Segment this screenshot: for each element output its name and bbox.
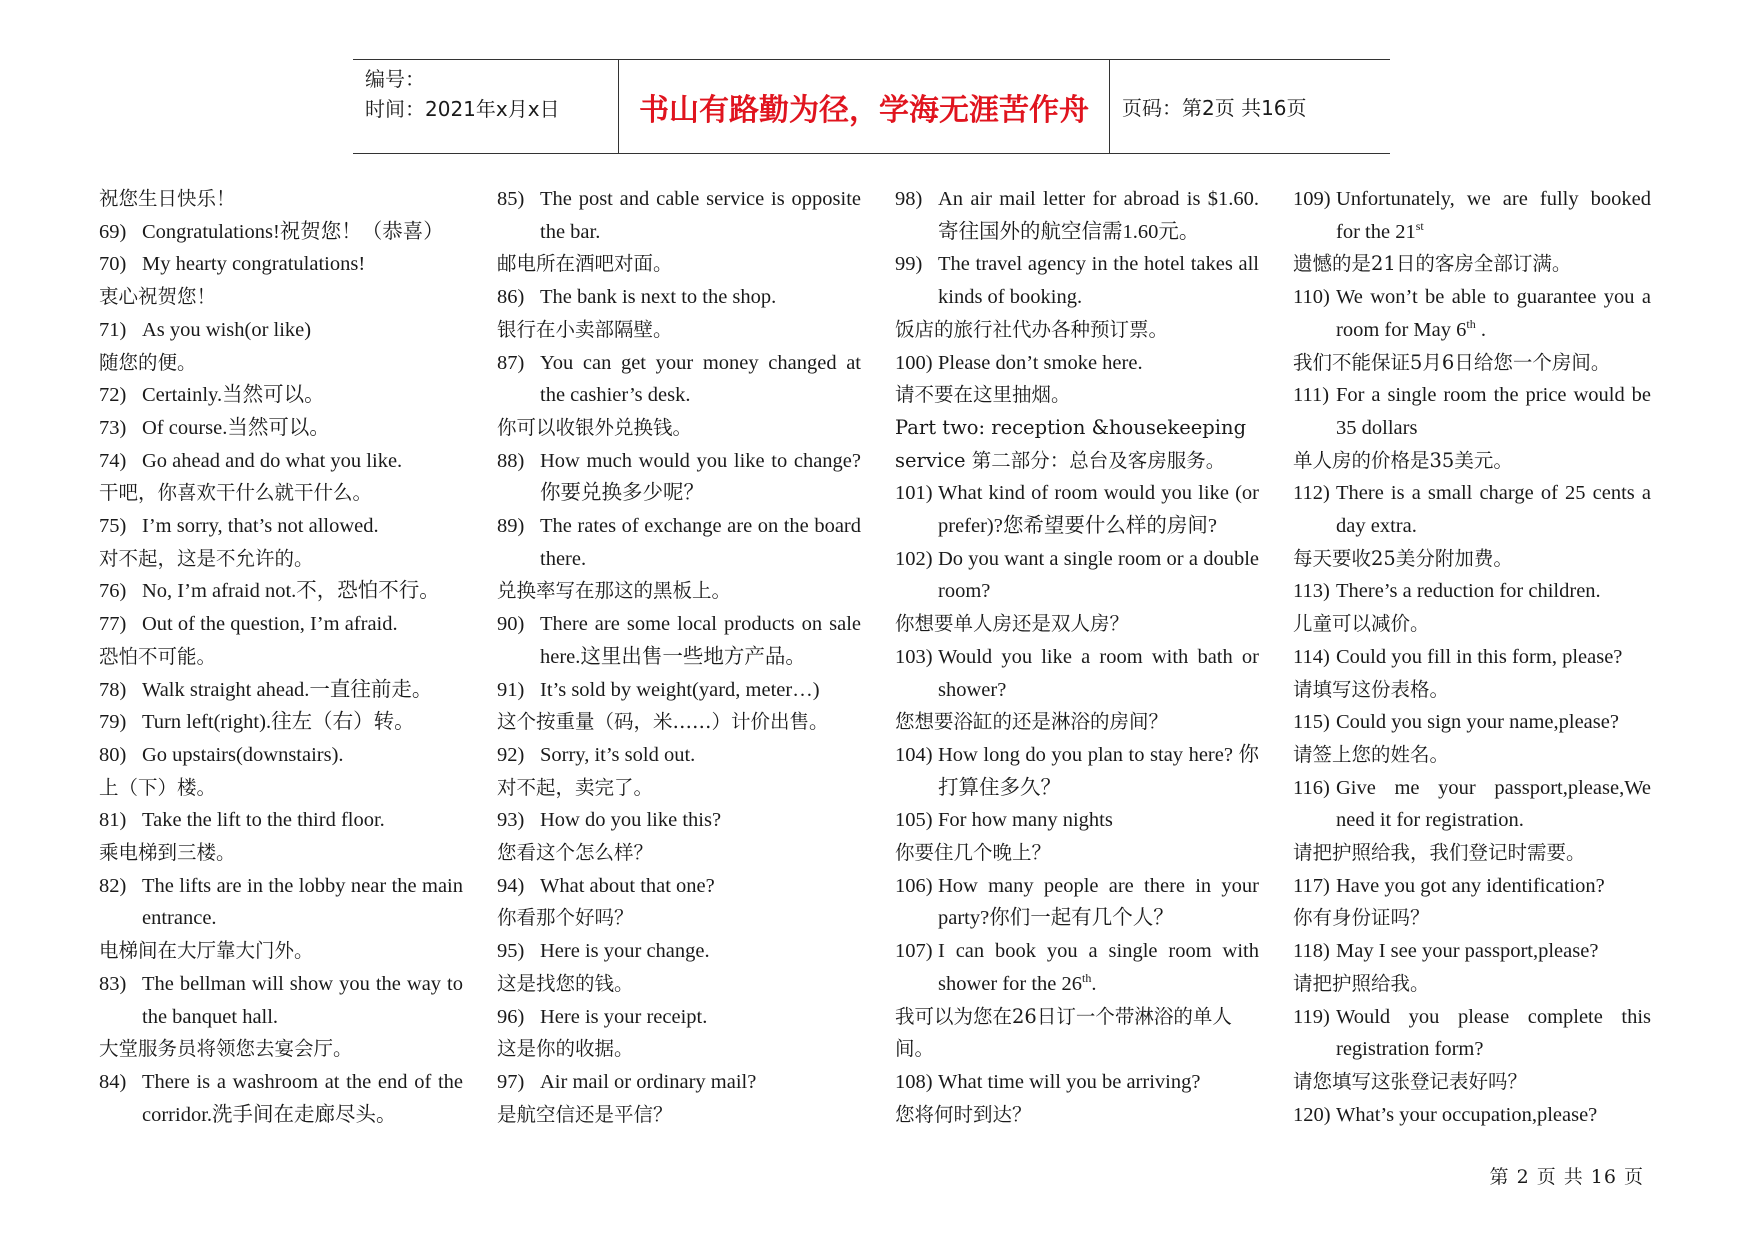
phrase-chinese: 随您的便。 <box>99 350 197 374</box>
phrase-number: 77) <box>99 613 127 636</box>
phrase-number: 106) <box>895 874 933 897</box>
phrase-chinese: 兑换率写在那这的黑板上。 <box>497 579 732 603</box>
header-motto: 书山有路勤为径，学海无涯苦作舟 <box>618 60 1110 153</box>
phrase-item <box>895 477 1259 542</box>
phrase-item <box>99 510 463 543</box>
phrase-english: As you wish(or like) <box>142 318 312 341</box>
phrase-english: Walk straight ahead.一直往前走。 <box>142 678 433 701</box>
phrase-item <box>1293 281 1651 346</box>
phrase-chinese: 您看这个怎么样？ <box>497 841 654 865</box>
phrase-chinese: 邮电所在酒吧对面。 <box>497 252 673 276</box>
phrase-chinese: 您将何时到达？ <box>895 1102 1032 1126</box>
phrase-number: 109) <box>1293 188 1331 210</box>
phrase-chinese: 遗憾的是21日的客房全部订满。 <box>1293 252 1572 276</box>
phrase-number: 70) <box>99 253 127 276</box>
phrase-english: There is a washroom at the end of the corridor.洗手间在走廊尽头。 <box>142 1070 463 1126</box>
header-info <box>353 60 618 153</box>
phrase-number: 83) <box>99 972 127 995</box>
phrase-number: 111) <box>1293 384 1330 407</box>
phrase-english: No, I’m afraid not.不，恐怕不行。 <box>142 580 440 603</box>
page-footer: 第 2 页 共 16 页 <box>1489 1166 1644 1188</box>
phrase-item <box>497 183 861 248</box>
column-2 <box>497 183 861 1131</box>
phrase-number: 94) <box>497 874 525 897</box>
date-label: 时间：2021年x月x日 <box>365 97 560 121</box>
header-page-info: 页码：第2页 共16页 <box>1122 96 1307 120</box>
phrase-item <box>99 674 463 707</box>
phrase-item <box>497 870 861 903</box>
phrase-chinese: 请把护照给我，我们登记时需要。 <box>1293 841 1586 865</box>
phrase-chinese: 大堂服务员将领您去宴会厅。 <box>99 1037 353 1061</box>
phrase-chinese: 是航空信还是平信？ <box>497 1102 673 1126</box>
phrase-item <box>1293 706 1651 739</box>
phrase-number: 84) <box>99 1070 127 1093</box>
phrase-number: 114) <box>1293 645 1330 668</box>
phrase-english: How much would you like to change?你要兑换多少呢？ <box>540 449 861 505</box>
phrase-item <box>1293 772 1651 837</box>
phrase-number: 103) <box>895 645 933 668</box>
phrase-item <box>99 804 463 837</box>
phrase-chinese: 这个按重量（码，米……）计价出售。 <box>497 710 829 734</box>
phrase-chinese: 你要住几个晚上？ <box>895 841 1052 865</box>
phrase-english: There are some local products on sale here.这里出售一些地方产品。 <box>540 613 861 668</box>
phrase-number: 79) <box>99 711 127 734</box>
phrase-english: May I see your passport,please? <box>1336 940 1599 963</box>
column-4 <box>1293 183 1651 1131</box>
phrase-english: How long do you plan to stay here? 你打算住多久？ <box>938 743 1259 799</box>
phrase-item <box>497 347 861 412</box>
phrase-item <box>1293 477 1651 542</box>
phrase-item <box>895 641 1259 706</box>
phrase-english: The rates of exchange are on the board there. <box>540 515 861 570</box>
phrase-english: Here is your change. <box>540 940 710 963</box>
phrase-english: We won’t be able to guarantee you a room for May 6th . <box>1336 286 1651 341</box>
phrase-item <box>895 183 1259 248</box>
phrase-english: Have you got any identification? <box>1336 874 1605 897</box>
phrase-item <box>895 248 1259 313</box>
phrase-number: 100) <box>895 351 933 374</box>
phrase-number: 95) <box>497 940 525 963</box>
phrase-english: Of course.当然可以。 <box>142 416 330 439</box>
phrase-number: 118) <box>1293 940 1330 963</box>
phrase-item <box>99 706 463 739</box>
phrase-english: Go upstairs(downstairs). <box>142 743 344 766</box>
phrase-english: For how many nights <box>938 809 1113 832</box>
phrase-item <box>99 870 463 935</box>
phrase-chinese: 请您填写这张登记表好吗？ <box>1293 1069 1528 1093</box>
phrase-english: I can book you a single room with shower for the 26th. <box>938 940 1259 995</box>
phrase-english: An air mail letter for abroad is $1.60.寄往国外的航空信需1.60元。 <box>938 188 1259 243</box>
phrase-chinese: 你看那个好吗？ <box>497 906 634 930</box>
phrase-number: 99) <box>895 253 923 276</box>
phrase-english: The lifts are in the lobby near the main entrance. <box>142 874 463 930</box>
phrase-english: Would you like a room with bath or shower? <box>938 645 1259 701</box>
phrase-english: Turn left(right).往左（右）转。 <box>142 711 415 734</box>
phrase-number: 74) <box>99 449 127 472</box>
phrase-number: 115) <box>1293 711 1330 734</box>
phrase-chinese: 对不起，这是不允许的。 <box>99 546 314 570</box>
phrase-number: 108) <box>895 1070 933 1093</box>
phrase-number: 97) <box>497 1070 525 1093</box>
phrase-chinese: 我们不能保证5月6日给您一个房间。 <box>1293 350 1611 374</box>
phrase-item <box>497 739 861 772</box>
phrase-item <box>99 248 463 281</box>
phrase-item <box>895 870 1259 935</box>
phrase-english: There’s a reduction for children. <box>1336 580 1601 603</box>
phrase-number: 117) <box>1293 874 1330 897</box>
phrase-chinese: 你有身份证吗？ <box>1293 906 1430 930</box>
phrase-chinese: 干吧，你喜欢干什么就干什么。 <box>99 481 373 505</box>
phrase-english: What’s your occupation,please? <box>1336 1103 1598 1126</box>
phrase-number: 93) <box>497 809 525 832</box>
phrase-item <box>497 608 861 673</box>
phrase-chinese: 每天要收25美分附加费。 <box>1293 546 1513 570</box>
phrase-chinese: 请把护照给我。 <box>1293 971 1430 995</box>
phrase-number: 87) <box>497 351 525 374</box>
phrase-english: What about that one? <box>540 874 715 897</box>
phrase-item <box>99 575 463 608</box>
phrase-number: 120) <box>1293 1103 1331 1126</box>
phrase-item <box>497 804 861 837</box>
phrase-item <box>895 935 1259 1000</box>
phrase-item <box>895 739 1259 804</box>
phrase-item <box>99 216 463 249</box>
phrase-item <box>497 510 861 575</box>
phrase-number: 96) <box>497 1005 525 1028</box>
phrase-english: How do you like this? <box>540 809 722 832</box>
phrase-english: Unfortunately, we are fully booked for the 21st <box>1336 188 1651 243</box>
phrase-chinese: 电梯间在大厅靠大门外。 <box>99 939 314 963</box>
phrase-number: 91) <box>497 678 525 701</box>
phrase-english: The bellman will show you the way to the banquet hall. <box>142 972 463 1028</box>
phrase-chinese: 饭店的旅行社代办各种预订票。 <box>895 317 1169 341</box>
phrase-item <box>497 1066 861 1099</box>
phrase-item <box>99 314 463 347</box>
phrase-number: 105) <box>895 809 933 832</box>
phrase-number: 82) <box>99 874 127 897</box>
phrase-number: 101) <box>895 482 933 505</box>
phrase-item <box>895 1066 1259 1099</box>
code-label: 编号： <box>365 67 425 91</box>
phrase-item <box>895 543 1259 608</box>
phrase-english: The travel agency in the hotel takes all kinds of booking. <box>938 253 1259 309</box>
phrase-english: Certainly.当然可以。 <box>142 384 325 407</box>
phrase-english: Congratulations!祝贺您！（恭喜） <box>142 220 444 243</box>
phrase-chinese: Part two: reception &housekeeping service 第二部分：总台及客房服务。 <box>895 415 1247 472</box>
phrase-chinese: 你想要单人房还是双人房？ <box>895 612 1130 636</box>
phrase-english: The post and cable service is opposite the bar. <box>540 188 861 243</box>
phrase-english: Take the lift to the third floor. <box>142 809 385 832</box>
phrase-number: 78) <box>99 678 127 701</box>
phrase-number: 88) <box>497 449 525 472</box>
phrase-chinese: 祝您生日快乐！ <box>99 187 236 210</box>
phrase-english: I’m sorry, that’s not allowed. <box>142 515 379 538</box>
phrase-chinese: 这是找您的钱。 <box>497 971 634 995</box>
phrase-item <box>895 347 1259 380</box>
phrase-item <box>99 445 463 478</box>
phrase-number: 113) <box>1293 580 1330 603</box>
phrase-item <box>99 412 463 445</box>
phrase-item <box>99 608 463 641</box>
phrase-number: 89) <box>497 515 525 538</box>
phrase-number: 107) <box>895 940 933 963</box>
phrase-item <box>99 1066 463 1131</box>
column-3 <box>895 183 1259 1131</box>
phrase-item <box>497 281 861 314</box>
phrase-chinese: 请不要在这里抽烟。 <box>895 383 1071 407</box>
phrase-chinese: 这是你的收据。 <box>497 1037 634 1061</box>
phrase-english: The bank is next to the shop. <box>540 286 777 309</box>
phrase-number: 75) <box>99 515 127 538</box>
phrase-chinese: 恐怕不可能。 <box>99 644 217 668</box>
phrase-number: 80) <box>99 743 127 766</box>
phrase-chinese: 儿童可以减价。 <box>1293 612 1430 636</box>
phrase-chinese: 请填写这份表格。 <box>1293 677 1450 701</box>
phrase-number: 85) <box>497 188 525 210</box>
phrase-english: Air mail or ordinary mail? <box>540 1070 757 1093</box>
phrase-number: 86) <box>497 286 525 309</box>
phrase-item <box>99 968 463 1033</box>
phrase-number: 112) <box>1293 482 1330 505</box>
phrase-english: Do you want a single room or a double room? <box>938 547 1259 603</box>
phrase-number: 72) <box>99 384 127 407</box>
phrase-english: There is a small charge of 25 cents a day extra. <box>1336 482 1651 538</box>
phrase-item <box>497 445 861 510</box>
phrase-english: Go ahead and do what you like. <box>142 449 403 472</box>
phrase-number: 116) <box>1293 776 1330 799</box>
phrase-item <box>497 935 861 968</box>
phrase-english: Would you please complete this registration form? <box>1336 1005 1651 1061</box>
phrase-chinese: 我可以为您在26日订一个带淋浴的单人间。 <box>895 1004 1232 1061</box>
phrase-chinese: 衷心祝贺您！ <box>99 285 217 309</box>
phrase-english: Sorry, it’s sold out. <box>540 743 696 766</box>
phrase-chinese: 对不起，卖完了。 <box>497 775 654 799</box>
phrase-item <box>895 804 1259 837</box>
phrase-english: It’s sold by weight(yard, meter…) <box>540 678 820 701</box>
phrase-item <box>497 1001 861 1034</box>
phrase-number: 73) <box>99 416 127 439</box>
phrase-item <box>99 379 463 412</box>
phrase-item <box>1293 575 1651 608</box>
phrase-item <box>1293 870 1651 903</box>
page-header <box>353 59 1390 154</box>
phrase-number: 102) <box>895 547 933 570</box>
phrase-english: What time will you be arriving? <box>938 1070 1201 1093</box>
phrase-number: 98) <box>895 188 923 210</box>
phrase-english: Could you sign your name,please? <box>1336 711 1619 734</box>
phrase-english: Here is your receipt. <box>540 1005 708 1028</box>
phrase-chinese: 请签上您的姓名。 <box>1293 742 1450 766</box>
phrase-item <box>1293 935 1651 968</box>
phrase-chinese: 您想要浴缸的还是淋浴的房间？ <box>895 710 1169 734</box>
phrase-item <box>1293 183 1651 248</box>
phrase-chinese: 你可以收银外兑换钱。 <box>497 415 693 439</box>
phrase-chinese: 乘电梯到三楼。 <box>99 841 236 865</box>
phrase-english: For a single room the price would be 35 dollars <box>1336 384 1651 439</box>
phrase-chinese: 上（下）楼。 <box>99 775 217 799</box>
phrase-item <box>1293 1001 1651 1066</box>
phrase-number: 104) <box>895 743 933 766</box>
phrase-item <box>1293 1099 1651 1132</box>
phrase-item <box>99 739 463 772</box>
phrase-english: Could you fill in this form, please? <box>1336 645 1623 668</box>
phrase-english: My hearty congratulations! <box>142 253 366 276</box>
phrase-number: 90) <box>497 613 525 636</box>
phrase-number: 71) <box>99 318 127 341</box>
phrase-item <box>1293 379 1651 444</box>
phrase-english: What kind of room would you like (or prefer)?您希望要什么样的房间? <box>938 482 1259 538</box>
phrase-number: 110) <box>1293 286 1330 309</box>
phrase-chinese: 单人房的价格是35美元。 <box>1293 448 1513 472</box>
phrase-number: 92) <box>497 743 525 766</box>
phrase-number: 81) <box>99 809 127 832</box>
phrase-item <box>1293 641 1651 674</box>
column-1 <box>99 183 463 1131</box>
phrase-english: Please don’t smoke here. <box>938 351 1143 374</box>
phrase-item <box>497 674 861 707</box>
phrase-english: You can get your money changed at the cashier’s desk. <box>540 351 861 407</box>
phrase-chinese: 银行在小卖部隔壁。 <box>497 317 673 341</box>
phrase-number: 76) <box>99 580 127 603</box>
phrase-english: How many people are there in your party?你们一起有几个人？ <box>938 874 1259 930</box>
phrase-number: 119) <box>1293 1005 1330 1028</box>
phrase-english: Give me your passport,please,We need it for registration. <box>1336 776 1651 832</box>
phrase-english: Out of the question, I’m afraid. <box>142 613 398 636</box>
phrase-number: 69) <box>99 220 127 243</box>
